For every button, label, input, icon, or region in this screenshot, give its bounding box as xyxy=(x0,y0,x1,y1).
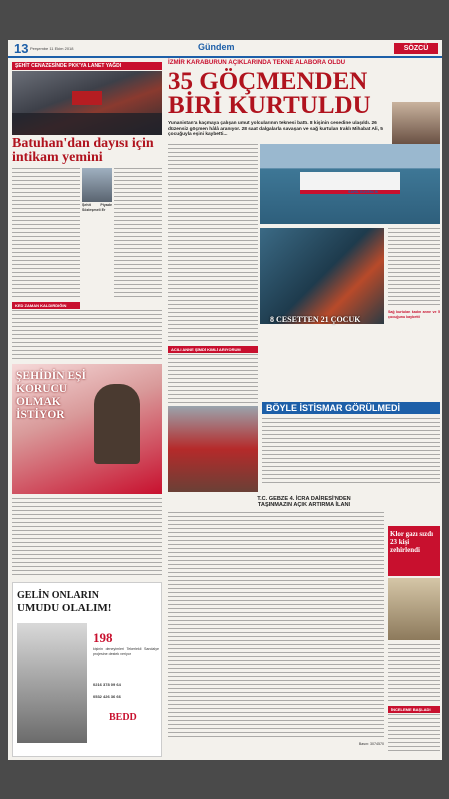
widow-article-text xyxy=(12,498,162,578)
gas-leak-text-2 xyxy=(388,714,440,754)
victims-label: 8 CESETTEN 21 ÇOCUK xyxy=(270,315,361,324)
funeral-photo xyxy=(12,71,162,135)
main-headline-2: BİRİ KURTULDU xyxy=(168,92,371,119)
inspection-banner: İNCELEME BAŞLADI xyxy=(388,706,440,713)
page-header xyxy=(8,40,442,58)
main-headline-1: 35 GÖÇMENDEN xyxy=(168,68,368,95)
page-number: 13 xyxy=(14,41,29,56)
right-column-text xyxy=(388,228,440,308)
ad-phone-2: 0532 426 36 66 xyxy=(93,695,121,699)
main-kicker: İZMİR KARABURUN AÇIKLARINDA TEKNE ALABORA OLDU xyxy=(168,59,346,66)
left-article-text-2 xyxy=(114,168,162,298)
left-sub-banner: KED ZAMAN KALDIRDIĞIN xyxy=(12,302,80,309)
fire-truck-photo xyxy=(168,406,258,492)
charity-ad xyxy=(12,582,162,757)
ad-line1: GELİN ONLARIN xyxy=(17,590,99,601)
inset-caption: Şehit Piyade Sözleşmeli Er xyxy=(82,203,112,212)
auction-footer: Basın: 3074570 xyxy=(358,742,384,746)
boat-label: SAHİL GÜVENLİK xyxy=(348,190,379,194)
ad-line2: UMUDU OLALIM! xyxy=(17,602,112,614)
widow-headline: ŞEHİDİN EŞİ KORUCU OLMAK İSTİYOR xyxy=(16,370,86,421)
auction-title: TAŞINMAZIN AÇIK ARTIRMA İLANI xyxy=(257,502,351,508)
abuse-banner: BÖYLE İSTİSMAR GÖRÜLMEDİ xyxy=(262,402,440,414)
section-title: Gündem xyxy=(198,42,235,52)
newspaper-logo: SÖZCÜ xyxy=(394,43,438,54)
main-deck: Yunanistan'a kaçmaya çalışan umut yolcularının teknesi battı. 8 kişinin cesedine ulaşıldı. 26 düzensiz göçmen hâlâ aranıyor. 28 saat dalgalarla savaşan ve sağ kurtulan Iraklı Mihabat Ali, 5 çocuğuyla eşini kaybetti... xyxy=(168,121,383,138)
auction-text xyxy=(168,512,384,740)
gas-leak-text xyxy=(388,644,440,704)
soldier-inset-photo xyxy=(82,168,112,202)
ad-phone-1: 0216 378 09 64 xyxy=(93,683,121,687)
gas-leak-headline: Klor gazı sızdı 23 kişi zehirlendi xyxy=(390,530,434,554)
ad-logo: BEDD xyxy=(109,712,137,723)
main-article-text xyxy=(168,144,258,344)
gas-leak-box xyxy=(388,526,440,576)
main-mid-banner: ACILI ANNE ŞİMDİ KIMLİ ARIYORUM xyxy=(168,346,258,353)
coast-guard-boat-photo xyxy=(260,144,440,224)
auction-kicker: T.C. GEBZE 4. İCRA DAİRESİ'NDEN xyxy=(257,496,351,502)
rescue-photo xyxy=(260,228,384,324)
left-article-text xyxy=(12,168,80,298)
left-banner: ŞEHİT CENAZESİNDE PKK'YA LANET YAĞDI xyxy=(12,62,162,70)
ad-badge: 198 xyxy=(93,630,113,645)
abuse-article-text xyxy=(262,418,440,484)
right-caption: Sağ kurtulan kadın anne ve 5 çocuğunu kaybetti xyxy=(388,310,440,319)
ambulance-photo xyxy=(388,578,440,640)
newspaper-page xyxy=(8,40,442,760)
main-article-text-2 xyxy=(168,354,258,414)
left-headline: Batuhan'dan dayısı için intikam yemini xyxy=(12,136,154,165)
left-article-text-3 xyxy=(12,310,162,360)
ad-badge-text: kişinin deneyimleri Tekerlekli Sandalye projesine destek veriyor xyxy=(93,647,159,656)
page-date: Perşembe 11 Ekim 2018 xyxy=(30,46,74,51)
